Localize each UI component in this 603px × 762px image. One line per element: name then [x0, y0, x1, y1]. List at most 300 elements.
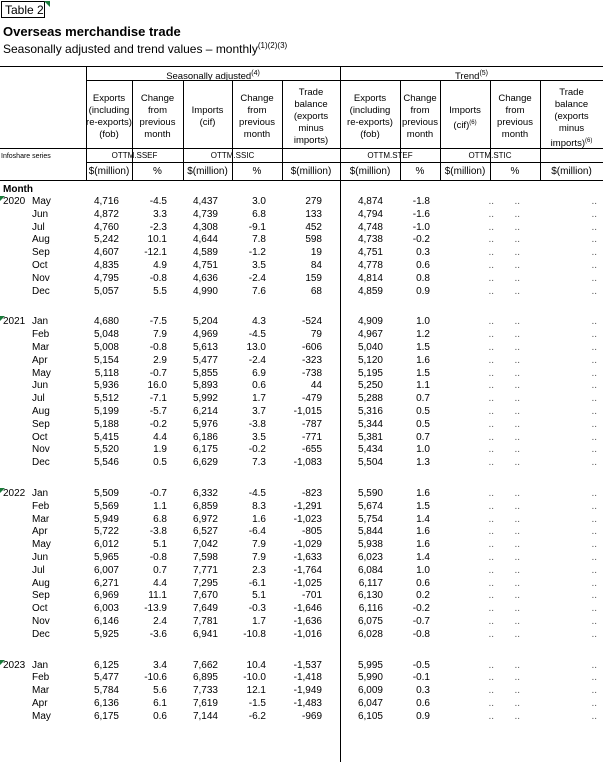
month-label: Feb: [32, 672, 50, 684]
table-cell: -3.8: [248, 418, 266, 430]
column-header-line: from: [410, 105, 430, 116]
table-cell: 5,855: [192, 367, 218, 379]
table-cell: -1,418: [293, 672, 322, 684]
sheet-tab[interactable]: Table 2: [1, 1, 45, 18]
table-cell: -1.0: [412, 221, 430, 233]
table-cell: ..: [488, 247, 494, 259]
month-label: Jul: [32, 564, 45, 576]
table-cell: 5,754: [357, 513, 383, 525]
table-cell: ..: [591, 672, 597, 684]
table-cell: ..: [488, 260, 494, 271]
table-cell: 44: [310, 380, 322, 392]
table-row: [0, 685, 603, 697]
table-cell: 4,872: [93, 208, 119, 220]
table-cell: ..: [488, 380, 494, 392]
table-cell: ..: [488, 393, 494, 405]
table-cell: ..: [488, 329, 494, 341]
table-cell: ..: [591, 500, 597, 512]
table-cell: ..: [488, 616, 494, 627]
table-row: [0, 419, 603, 431]
table-cell: 1.5: [416, 367, 430, 379]
table-cell: ..: [514, 285, 520, 297]
column-header-line: imports): [293, 135, 329, 146]
column-header-line: Imports: [449, 105, 481, 116]
grid-line: [132, 80, 133, 180]
column-header-line: previous: [497, 117, 533, 128]
column-header-line: Trade: [298, 87, 324, 98]
table-row: [0, 432, 603, 444]
table-cell: -3.8: [149, 526, 167, 538]
table-cell: 1.1: [153, 500, 167, 512]
table-cell: ..: [514, 247, 520, 259]
column-header-line: (fob): [360, 129, 380, 140]
month-label: Oct: [32, 603, 48, 615]
table-cell: ..: [514, 616, 520, 627]
table-cell: -0.5: [412, 659, 430, 671]
table-cell: 6,028: [357, 628, 383, 640]
table-cell: -10.8: [243, 628, 266, 640]
table-cell: 0.5: [416, 418, 430, 430]
table-cell: 4,738: [357, 234, 383, 246]
table-cell: -1,291: [293, 500, 322, 512]
subtitle-notes: (1)(2)(3): [257, 41, 288, 50]
column-header-line: minus: [298, 123, 324, 134]
table-cell: ..: [514, 444, 520, 456]
table-cell: 6,023: [357, 552, 383, 563]
table-cell: -2.4: [248, 272, 266, 284]
table-cell: ..: [591, 380, 597, 392]
table-cell: ..: [591, 685, 597, 697]
table-cell: 1.5: [416, 500, 430, 512]
column-header-line: month: [501, 129, 529, 140]
table-cell: ..: [488, 285, 494, 297]
table-cell: 6,214: [192, 406, 218, 417]
table-cell: 6.9: [252, 367, 266, 379]
table-cell: -1,015: [293, 406, 322, 417]
table-cell: 6,012: [93, 539, 119, 551]
table-cell: 1.1: [416, 380, 430, 392]
table-cell: 5,415: [93, 431, 119, 443]
table-cell: 7,042: [192, 539, 218, 551]
table-cell: ..: [488, 488, 494, 499]
table-cell: 4,739: [192, 208, 218, 220]
month-label: Dec: [32, 628, 50, 640]
table-cell: -0.8: [412, 628, 430, 640]
column-header: [340, 93, 400, 141]
table-cell: 7.3: [252, 457, 266, 469]
table-cell: ..: [514, 234, 520, 246]
table-cell: -1,764: [293, 564, 322, 576]
table-cell: 5,434: [357, 444, 383, 456]
table-cell: 3.5: [252, 260, 266, 271]
table-cell: 6,629: [192, 457, 218, 469]
table-cell: 1.0: [416, 444, 430, 456]
table-cell: 3.5: [252, 431, 266, 443]
table-cell: -0.7: [149, 488, 167, 499]
table-cell: ..: [514, 603, 520, 615]
table-cell: 5,722: [93, 526, 119, 538]
column-header-line: month: [243, 129, 271, 140]
month-label: May: [32, 539, 51, 551]
table-cell: -7.1: [149, 393, 167, 405]
month-label: Feb: [32, 500, 50, 512]
month-label: Mar: [32, 342, 50, 353]
month-label: Jun: [32, 552, 49, 563]
table-cell: ..: [591, 285, 597, 297]
table-cell: 4,990: [192, 285, 218, 297]
column-header-line: (cif): [199, 117, 216, 128]
series-code: OTTM.STIC: [468, 151, 512, 160]
table-row: [0, 355, 603, 367]
table-cell: ..: [591, 247, 597, 259]
table-cell: 11.1: [148, 590, 167, 602]
month-label: Oct: [32, 431, 48, 443]
table-cell: 7,781: [192, 616, 218, 627]
table-cell: 3.4: [153, 659, 167, 671]
table-cell: 5,674: [357, 500, 383, 512]
table-cell: 4.9: [153, 260, 167, 271]
table-cell: 7,144: [192, 710, 218, 722]
table-row: [0, 380, 603, 392]
year-label: 2020: [3, 196, 26, 207]
table-cell: ..: [488, 272, 494, 284]
footnote-ref: (6): [469, 120, 477, 126]
year-start-row: [0, 196, 603, 208]
table-cell: ..: [488, 196, 494, 207]
month-label: Nov: [32, 444, 50, 456]
table-cell: -1,016: [293, 628, 322, 640]
table-cell: 4,859: [357, 285, 383, 297]
table-cell: -5.7: [149, 406, 167, 417]
table-cell: ..: [591, 260, 597, 271]
column-header-line: Trade: [559, 87, 584, 98]
month-label: Dec: [32, 457, 50, 469]
table-cell: 5,613: [192, 342, 218, 353]
table-cell: 6,117: [358, 577, 383, 589]
table-cell: 4,967: [357, 329, 383, 341]
year-start-row: [0, 316, 603, 328]
table-row: [0, 209, 603, 221]
table-cell: ..: [488, 367, 494, 379]
table-cell: 0.9: [416, 710, 430, 722]
table-cell: -10.6: [144, 672, 167, 684]
table-cell: 7,733: [192, 685, 218, 697]
table-cell: 6,146: [93, 616, 119, 627]
table-cell: 7,662: [192, 659, 218, 671]
table-cell: 6.1: [153, 698, 167, 709]
table-cell: 5,504: [357, 457, 383, 469]
month-label: Jun: [32, 208, 49, 220]
table-cell: -771: [301, 431, 322, 443]
table-cell: 5,477: [93, 672, 119, 684]
table-cell: 4.3: [252, 316, 266, 328]
table-cell: ..: [488, 208, 494, 220]
table-cell: 5,288: [357, 393, 383, 405]
table-cell: 5,976: [192, 418, 218, 430]
month-label: Oct: [32, 260, 48, 271]
table-cell: 7.9: [153, 329, 167, 341]
table-cell: ..: [591, 342, 597, 353]
column-header-line: re-exports): [86, 117, 132, 128]
grid-line: [340, 80, 341, 180]
month-label: May: [32, 196, 51, 207]
table-row: [0, 368, 603, 380]
table-cell: 3.7: [252, 406, 266, 417]
table-cell: 1.4: [416, 552, 430, 563]
table-cell: -1,636: [293, 616, 322, 627]
table-cell: 5,949: [93, 513, 119, 525]
series-code: OTTM.SSEF: [111, 151, 158, 160]
table-cell: 6.8: [252, 208, 266, 220]
table-cell: ..: [591, 272, 597, 284]
table-cell: ..: [514, 380, 520, 392]
table-cell: ..: [514, 272, 520, 284]
table-cell: 0.6: [416, 698, 430, 709]
table-cell: 5,008: [93, 342, 119, 353]
table-cell: 4,607: [93, 247, 119, 259]
table-cell: ..: [591, 329, 597, 341]
month-label: Apr: [32, 354, 48, 366]
column-header-line: Change: [140, 93, 175, 104]
table-cell: -0.7: [149, 367, 167, 379]
table-cell: 0.6: [252, 380, 266, 392]
footnote-ref: (5): [479, 70, 489, 77]
column-header-line: Exports: [92, 93, 126, 104]
table-cell: -479: [301, 393, 322, 405]
table-cell: ..: [488, 526, 494, 538]
table-cell: 0.7: [416, 431, 430, 443]
table-cell: 4,308: [192, 221, 218, 233]
unit-label: $(million): [444, 166, 486, 177]
table-cell: ..: [591, 367, 597, 379]
table-cell: 0.7: [153, 564, 167, 576]
table-cell: 6,125: [93, 659, 119, 671]
table-row: [0, 501, 603, 513]
table-cell: 1.5: [416, 342, 430, 353]
month-label: Jan: [32, 488, 49, 499]
table-cell: 5,316: [357, 406, 383, 417]
table-cell: 2.9: [153, 354, 167, 366]
column-header: [183, 105, 232, 129]
table-cell: 4.4: [153, 431, 167, 443]
table-cell: ..: [591, 577, 597, 589]
table-cell: -787: [301, 418, 322, 430]
table-cell: ..: [514, 552, 520, 563]
table-cell: 5,512: [93, 393, 119, 405]
table-cell: ..: [488, 513, 494, 525]
table-cell: ..: [514, 577, 520, 589]
table-cell: 1.2: [416, 329, 430, 341]
table-cell: ..: [591, 208, 597, 220]
column-header: [400, 93, 440, 141]
month-label: Jul: [32, 393, 45, 405]
month-label: Aug: [32, 406, 50, 417]
table-cell: 6,175: [93, 710, 119, 722]
table-cell: ..: [591, 590, 597, 602]
table-cell: -13.9: [144, 603, 167, 615]
table-cell: -606: [301, 342, 322, 353]
month-label: Aug: [32, 234, 50, 246]
table-cell: 6,175: [192, 444, 218, 456]
column-header-line: (including: [88, 105, 130, 116]
table-cell: ..: [488, 406, 494, 417]
table-cell: -0.8: [149, 552, 167, 563]
table-cell: 159: [305, 272, 322, 284]
unit-label: %: [153, 166, 162, 177]
table-cell: ..: [514, 659, 520, 671]
table-cell: ..: [591, 539, 597, 551]
table-cell: 5,936: [93, 380, 119, 392]
table-cell: 5,992: [192, 393, 218, 405]
unit-label: $(million): [349, 166, 391, 177]
column-header-line: previous: [402, 117, 438, 128]
table-row: [0, 329, 603, 341]
table-row: [0, 711, 603, 723]
month-label: Mar: [32, 513, 50, 525]
column-header-line: Change: [498, 93, 532, 104]
table-cell: 5,120: [357, 354, 383, 366]
table-cell: 5,893: [192, 380, 218, 392]
table-cell: -1,023: [293, 513, 322, 525]
table-cell: 16.0: [147, 380, 167, 392]
table-cell: 7.6: [252, 285, 266, 297]
table-cell: 4,909: [357, 316, 383, 328]
year-start-row: [0, 660, 603, 672]
table-cell: 6,972: [192, 513, 218, 525]
grid-line: [183, 80, 184, 180]
table-cell: 4,636: [192, 272, 218, 284]
table-cell: 6,116: [358, 603, 383, 615]
table-cell: 6,075: [357, 616, 383, 627]
grid-line: [490, 80, 491, 180]
table-row: [0, 393, 603, 405]
table-cell: 2.4: [153, 616, 167, 627]
table-cell: ..: [514, 329, 520, 341]
column-header-line: previous: [239, 117, 275, 128]
table-cell: ..: [514, 628, 520, 640]
table-cell: ..: [488, 590, 494, 602]
unit-label: $(million): [551, 166, 592, 177]
table-cell: 4,874: [357, 196, 383, 207]
column-header: [86, 93, 132, 141]
table-cell: ..: [488, 342, 494, 353]
column-header-line: Change: [240, 93, 274, 104]
table-cell: 1.7: [252, 393, 266, 405]
unit-label: %: [252, 166, 262, 177]
year-label: 2021: [3, 316, 26, 328]
table-cell: 1.7: [252, 616, 266, 627]
table-cell: ..: [514, 685, 520, 697]
column-header: [132, 93, 183, 141]
table-row: [0, 342, 603, 354]
table-row: [0, 552, 603, 564]
table-cell: ..: [591, 431, 597, 443]
column-header-line: (cif)$^{(6)}$: [453, 120, 477, 132]
month-label: Jun: [32, 380, 49, 392]
table-cell: ..: [488, 603, 494, 615]
group-label: Seasonally adjusted: [166, 71, 252, 83]
table-cell: ..: [488, 457, 494, 469]
table-row: [0, 260, 603, 272]
table-cell: 5,925: [93, 628, 119, 640]
table-cell: ..: [591, 196, 597, 207]
table-cell: -1,537: [293, 659, 322, 671]
column-header: [282, 87, 340, 147]
unit-label: %: [415, 166, 425, 177]
table-cell: 5,199: [93, 406, 119, 417]
table-cell: 1.9: [153, 444, 167, 456]
table-cell: ..: [488, 539, 494, 551]
table-cell: ..: [514, 196, 520, 207]
column-header: [540, 87, 603, 150]
infoshare-label: Infoshare series: [1, 153, 51, 160]
grid-line: [0, 148, 603, 149]
table-cell: 6,271: [93, 577, 119, 589]
column-header-line: Exports: [353, 93, 387, 104]
grid-line: [440, 80, 441, 180]
column-header-line: minus: [558, 123, 585, 134]
footnote-ref: (6): [584, 138, 593, 144]
table-cell: 6,941: [192, 628, 218, 640]
table-cell: ..: [514, 406, 520, 417]
table-cell: -0.2: [412, 603, 430, 615]
table-cell: ..: [514, 526, 520, 538]
subtitle-text: Seasonally adjusted and trend values – monthly: [3, 42, 258, 56]
table-cell: 4,795: [93, 272, 119, 284]
unit-label: $(million): [88, 166, 130, 177]
table-cell: ..: [488, 698, 494, 709]
table-cell: 0.3: [416, 247, 430, 259]
table-cell: ..: [488, 431, 494, 443]
table-cell: 5.6: [153, 685, 167, 697]
table-cell: 1.6: [416, 526, 430, 538]
table-cell: -323: [301, 354, 322, 366]
table-row: [0, 444, 603, 456]
table-cell: -738: [301, 367, 322, 379]
table-cell: ..: [591, 457, 597, 469]
table-cell: ..: [488, 685, 494, 697]
table-row: [0, 273, 603, 285]
table-cell: 0.8: [416, 272, 430, 284]
month-label: Sep: [32, 247, 50, 259]
table-cell: ..: [591, 406, 597, 417]
table-cell: 6,186: [192, 431, 218, 443]
table-cell: -3.6: [149, 628, 167, 640]
table-cell: 7,598: [192, 552, 218, 563]
table-cell: ..: [514, 564, 520, 576]
series-code: OTTM.STEF: [367, 151, 413, 160]
column-header-line: month: [144, 129, 171, 140]
table-cell: 279: [305, 196, 322, 207]
table-cell: ..: [591, 526, 597, 538]
table-cell: 7,295: [192, 577, 218, 589]
table-cell: -6.1: [248, 577, 266, 589]
grid-line: [86, 80, 87, 180]
table-cell: -1,083: [293, 457, 322, 469]
table-cell: ..: [488, 628, 494, 640]
table-cell: 5.5: [153, 285, 167, 297]
table-cell: ..: [514, 500, 520, 512]
table-cell: 0.6: [153, 710, 167, 722]
column-header-line: balance: [554, 99, 589, 110]
table-cell: 4,437: [192, 196, 218, 207]
table-cell: 2.3: [252, 564, 266, 576]
table-cell: 4,835: [93, 260, 119, 271]
table-row: [0, 590, 603, 602]
table-cell: ..: [591, 628, 597, 640]
table-cell: ..: [514, 539, 520, 551]
grid-line: [86, 80, 603, 81]
